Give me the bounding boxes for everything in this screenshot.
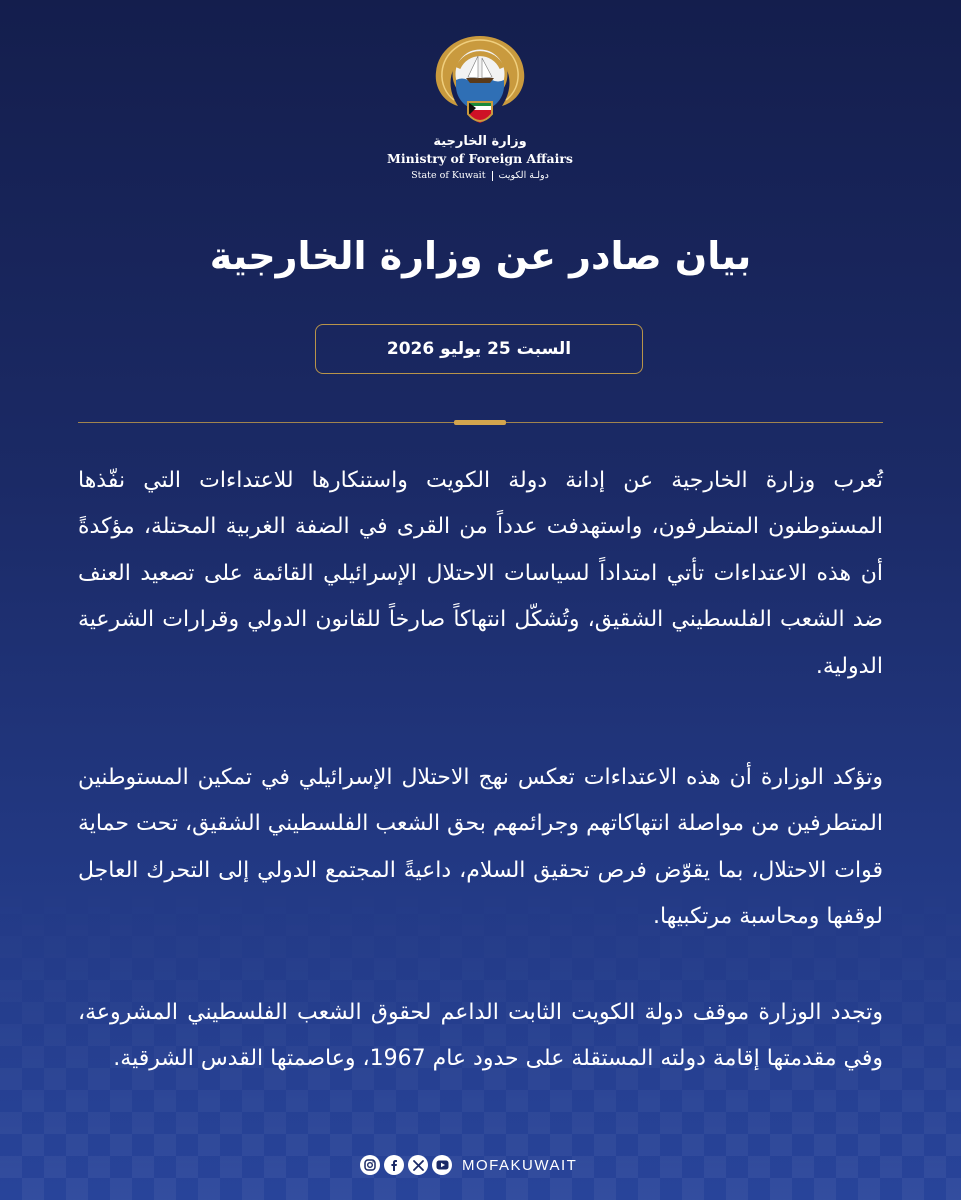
social-links xyxy=(360,1152,577,1178)
statement-title: بيان صادر عن وزارة الخارجية xyxy=(209,234,752,278)
paragraph-3: وتجدد الوزارة موقف دولة الكويت الثابت الداعم لحقوق الشعب الفلسطيني المشروعة، وفي مقدمتها إقامة دولته المستقلة على حدود عام 1967، وعاصمتها القدس الشرقية. xyxy=(78,1000,883,1072)
ministry-name-ar: وزارة الخارجية xyxy=(433,134,527,149)
state-line xyxy=(330,168,630,183)
paragraph-2: وتؤكد الوزارة أن هذه الاعتداءات تعكس نهج الاحتلال الإسرائيلي في تمكين المستوطنين المتطرفين من مواصلة انتهاكاتهم وجرائمهم بحق الشعب الفلسطيني الشقيق، تحت حماية قوات الاحتلال، بما يقوّض فرص تحقيق السلام، داعيةً المجتمع الدولي إلى التحرك العاجل لوقفها ومحاسبة مرتكبيها. xyxy=(78,765,883,930)
instagram-icon[interactable] xyxy=(360,1155,380,1175)
youtube-icon[interactable] xyxy=(432,1155,452,1175)
divider-accent xyxy=(454,420,506,425)
date-text: السبت 25 يوليو 2026 xyxy=(386,339,572,359)
state-name-en: State of Kuwait xyxy=(411,170,486,181)
kuwait-emblem xyxy=(428,28,532,132)
x-icon[interactable] xyxy=(408,1155,428,1175)
state-name-ar: دولـة الكويت xyxy=(498,170,549,181)
state-separator xyxy=(492,171,493,181)
paragraph-1: تُعرب وزارة الخارجية عن إدانة دولة الكويت واستنكارها للاعتداءات التي نفّذها المستوطنون المتطرفون، واستهدفت عدداً من القرى في الضفة الغربية المحتلة، مؤكدةً أن هذه الاعتداءات تأتي امتداداً لسياسات الاحتلال الإسرائيلي القائمة على تصعيد العنف ضد الشعب الفلسطيني الشقيق، وتُشكّل انتهاكاً صارخاً للقانون الدولي وقرارات الشرعية الدولية. xyxy=(78,468,883,679)
social-handle[interactable]: MOFAKUWAIT xyxy=(462,1156,578,1174)
facebook-icon[interactable] xyxy=(384,1155,404,1175)
date-badge xyxy=(315,324,643,374)
ministry-name-en: Ministry of Foreign Affairs xyxy=(387,151,573,166)
ministry-block xyxy=(330,134,630,183)
